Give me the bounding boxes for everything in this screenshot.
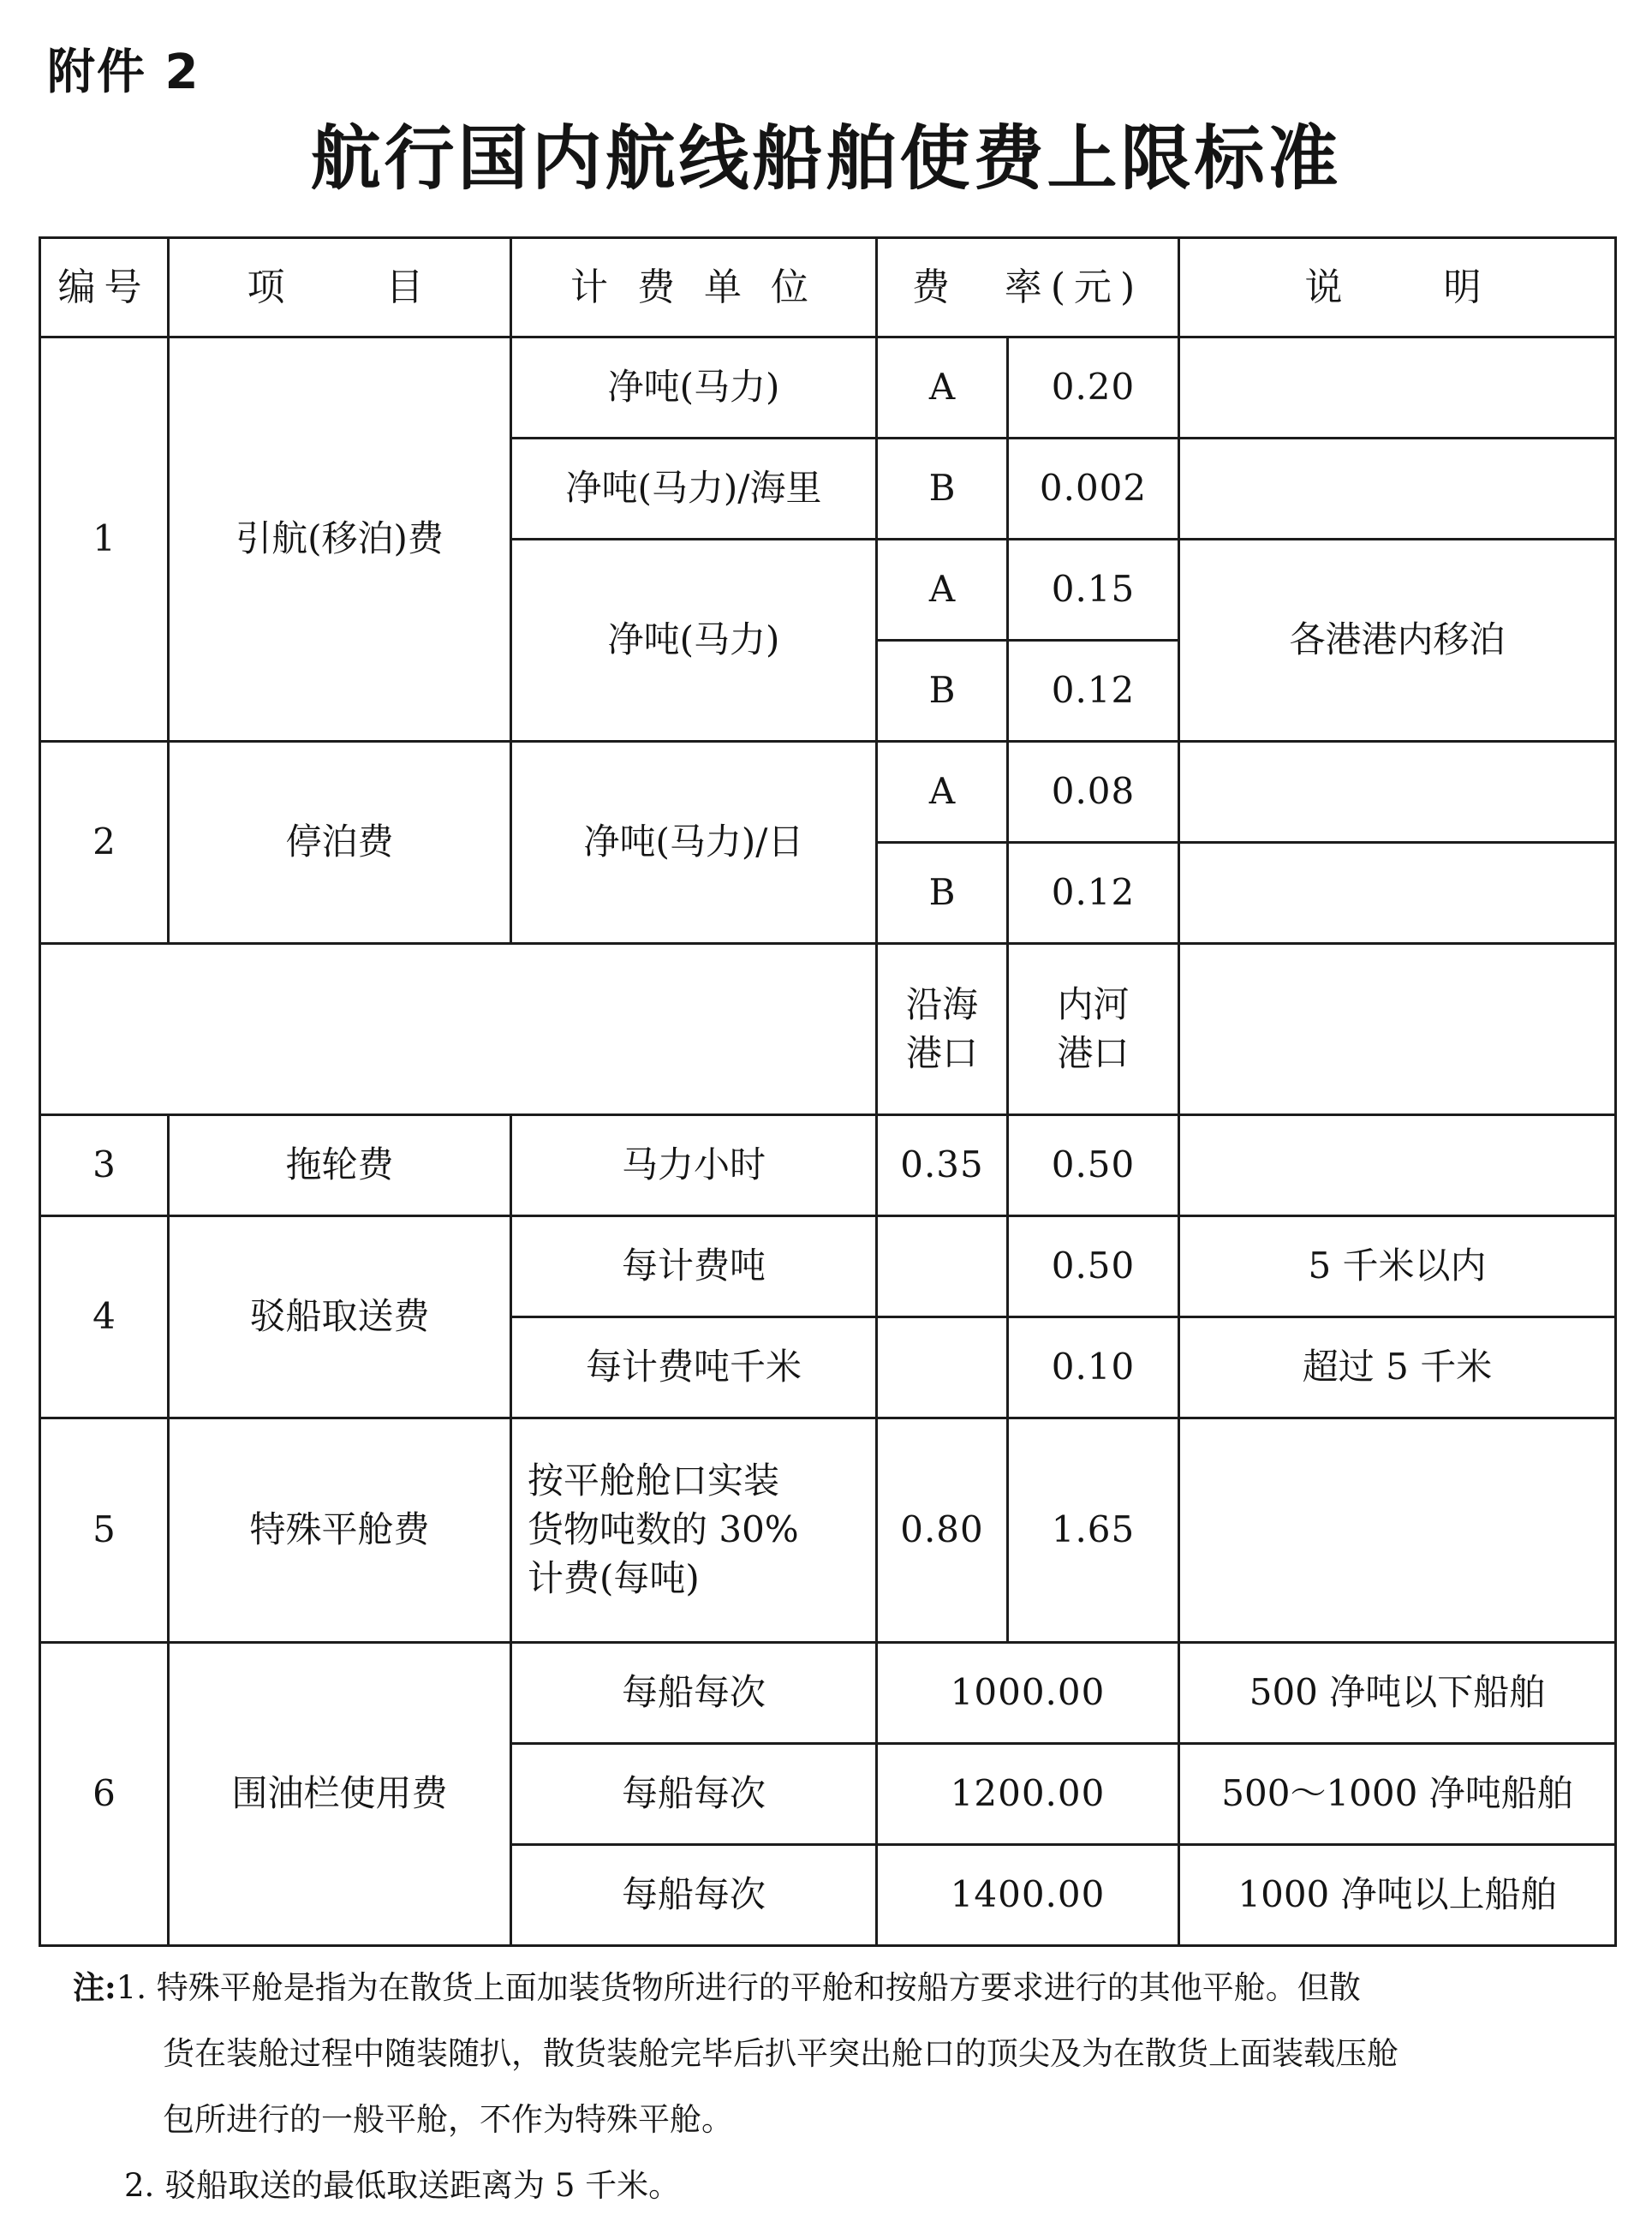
table-row xyxy=(40,1418,1616,1643)
row2-class-a: A xyxy=(877,742,1008,843)
row6-rate-b: 1200.00 xyxy=(877,1744,1179,1845)
row4-no: 4 xyxy=(40,1216,169,1418)
row5-item: 特殊平舱费 xyxy=(169,1418,511,1643)
row5-unit-line3: 计费(每吨) xyxy=(528,1556,700,1599)
subheader-inland-line1: 内河 xyxy=(1057,982,1130,1025)
row6-note-a: 500 净吨以下船舶 xyxy=(1179,1643,1616,1744)
row2-unit: 净吨(马力)/日 xyxy=(511,742,877,944)
row1-unit-b: 净吨(马力)/海里 xyxy=(511,439,877,540)
row1-note-b xyxy=(1179,439,1616,540)
note-1-line-1 xyxy=(73,1955,1614,2021)
row4-inland-a: 0.50 xyxy=(1008,1216,1179,1317)
row1-unit-c: 净吨(马力) xyxy=(511,540,877,742)
row3-note xyxy=(1179,1115,1616,1216)
row5-no: 5 xyxy=(40,1418,169,1643)
row2-class-b: B xyxy=(877,843,1008,944)
table-row xyxy=(40,742,1616,843)
row3-coastal: 0.35 xyxy=(877,1115,1008,1216)
subheader-inland xyxy=(1008,944,1179,1115)
subheader-coastal-line2: 港口 xyxy=(905,1031,978,1074)
subheader-note xyxy=(1179,944,1616,1115)
row3-no: 3 xyxy=(40,1115,169,1216)
header-note: 说 明 xyxy=(1179,238,1616,337)
row2-note-b xyxy=(1179,843,1616,944)
row1-rate-c: 0.15 xyxy=(1008,540,1179,641)
row4-note-a: 5 千米以内 xyxy=(1179,1216,1616,1317)
row6-unit-c: 每船每次 xyxy=(511,1845,877,1946)
row6-item: 围油栏使用费 xyxy=(169,1643,511,1946)
row3-inland: 0.50 xyxy=(1008,1115,1179,1216)
row4-unit-b: 每计费吨千米 xyxy=(511,1317,877,1418)
row1-class-b: B xyxy=(877,439,1008,540)
row1-unit-a: 净吨(马力) xyxy=(511,337,877,439)
row6-rate-a: 1000.00 xyxy=(877,1643,1179,1744)
row4-note-b: 超过 5 千米 xyxy=(1179,1317,1616,1418)
subheader-coastal xyxy=(877,944,1008,1115)
attachment-label: 附件 2 xyxy=(47,45,200,100)
table-row xyxy=(40,337,1616,439)
row1-item: 引航(移泊)费 xyxy=(169,337,511,742)
row1-note-c: 各港港内移泊 xyxy=(1179,540,1616,742)
row1-no: 1 xyxy=(40,337,169,742)
notes xyxy=(73,1955,1614,2218)
row4-item: 驳船取送费 xyxy=(169,1216,511,1418)
table-row xyxy=(40,1115,1616,1216)
row5-coastal: 0.80 xyxy=(877,1418,1008,1643)
fee-table xyxy=(39,236,1617,1947)
row1-class-a: A xyxy=(877,337,1008,439)
note-1-text-1: 1. 特殊平舱是指为在散货上面加装货物所进行的平舱和按船方要求进行的其他平舱。但散 xyxy=(116,1969,1361,2006)
subheader-coastal-line1: 沿海 xyxy=(905,982,978,1025)
row5-unit-line1: 按平舱舱口实装 xyxy=(528,1460,780,1502)
table-row xyxy=(40,1216,1616,1317)
note-1-line-3: 包所进行的一般平舱，不作为特殊平舱。 xyxy=(163,2101,733,2138)
row5-unit-line2: 货物吨数的 30% xyxy=(528,1508,799,1551)
page-title: 航行国内航线船舶使费上限标准 xyxy=(310,118,1342,200)
table-row xyxy=(40,1643,1616,1744)
row5-inland: 1.65 xyxy=(1008,1418,1179,1643)
table-subheader-row xyxy=(40,944,1616,1115)
row1-rate-d: 0.12 xyxy=(1008,641,1179,742)
row6-rate-c: 1400.00 xyxy=(877,1845,1179,1946)
row2-no: 2 xyxy=(40,742,169,944)
row4-unit-a: 每计费吨 xyxy=(511,1216,877,1317)
row6-no: 6 xyxy=(40,1643,169,1946)
header-rate: 费 率(元) xyxy=(877,238,1179,337)
header-no: 编号 xyxy=(40,238,169,337)
row6-unit-b: 每船每次 xyxy=(511,1744,877,1845)
header-item: 项 目 xyxy=(169,238,511,337)
row2-rate-a: 0.08 xyxy=(1008,742,1179,843)
subheader-inland-line2: 港口 xyxy=(1057,1031,1130,1074)
row5-note xyxy=(1179,1418,1616,1643)
subheader-blank xyxy=(40,944,877,1115)
row1-class-c: A xyxy=(877,540,1008,641)
row6-unit-a: 每船每次 xyxy=(511,1643,877,1744)
row2-item: 停泊费 xyxy=(169,742,511,944)
row4-coastal-a xyxy=(877,1216,1008,1317)
row4-coastal-b xyxy=(877,1317,1008,1418)
notes-label: 注: xyxy=(73,1968,116,2006)
row2-rate-b: 0.12 xyxy=(1008,843,1179,944)
row5-unit xyxy=(511,1418,877,1643)
row3-unit: 马力小时 xyxy=(511,1115,877,1216)
note-1-line-2: 货在装舱过程中随装随扒，散货装舱完毕后扒平突出舱口的顶尖及为在散货上面装载压舱 xyxy=(163,2035,1399,2072)
row6-note-b: 500～1000 净吨船舶 xyxy=(1179,1744,1616,1845)
row1-rate-b: 0.002 xyxy=(1008,439,1179,540)
row6-note-c: 1000 净吨以上船舶 xyxy=(1179,1845,1616,1946)
table-header-row xyxy=(40,238,1616,337)
row1-class-d: B xyxy=(877,641,1008,742)
row3-item: 拖轮费 xyxy=(169,1115,511,1216)
row4-inland-b: 0.10 xyxy=(1008,1317,1179,1418)
row1-rate-a: 0.20 xyxy=(1008,337,1179,439)
row2-note-a xyxy=(1179,742,1616,843)
header-unit: 计 费 单 位 xyxy=(511,238,877,337)
note-2: 2. 驳船取送的最低取送距离为 5 千米。 xyxy=(124,2167,681,2204)
row1-note-a xyxy=(1179,337,1616,439)
